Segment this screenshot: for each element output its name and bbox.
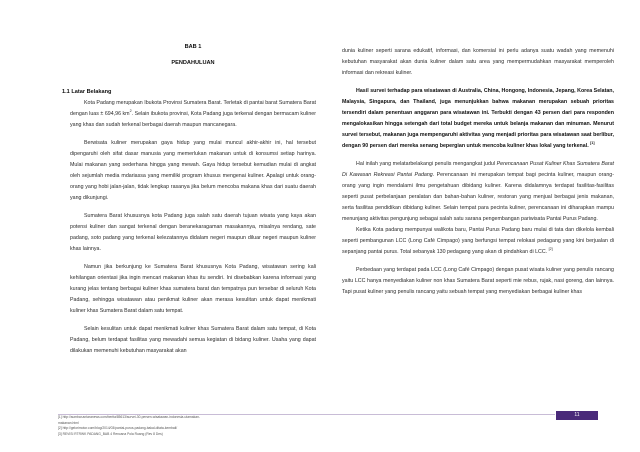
paragraph-text: Kota Padang merupakan Ibukota Provinsi Sumatera Barat. Terletak di pantai barat Sumatera Barat dengan luas ± 694,96 km xyxy=(70,100,316,117)
superscript: 2 xyxy=(129,109,132,114)
page-number: 11 xyxy=(556,411,598,420)
paragraph-text: . Selain ibukota provinsi, Kota Padang juga terkenal dengan bermacam kuliner yang khas dan sudah terkenal berbagai daerah maupun mancanegara. xyxy=(70,111,316,128)
chapter-number: BAB 1 xyxy=(184,44,202,50)
project-title: Perencanaan Pusat Kuliner Khas Sumatera Barat Di Kawasan Rekreasi Pantai Padang. xyxy=(342,161,614,178)
section-heading: 1.1 Latar Belakang xyxy=(62,89,112,95)
right-column xyxy=(342,46,614,305)
paragraph-text: Ketika Kota padang mempunyai walikota baru, Pantai Purus Padang baru mulai di tata dan dikelola kembali seperti pembangunan LCC (Long Café Cimpago) yang berfungsi tempat relokasi pedagang yang kini berjualan di sepanjang pantai purus. Total sebanyak 130 pedagang yang akan di pindahkan di LCC. xyxy=(342,227,614,255)
paragraph: Namun jika berkunjung ke Sumatera Barat khususnya Kota Padang, wisatawan sering kali kehilangan orientasi jika ingin mencari makanan khas itu sendiri. Ini disebabkan karena informasi yang kurang jelas tentang berbagai kuliner khas sumatera barat dan tempatnya pun tersebar di seluruh Kota Padang, sehingga wisatawan atau penikmat kuliner akan merasa kesulitan untuk dapat menikmati kuliner khas Sumatera Barat dalam satu tempat. xyxy=(70,264,316,314)
footnote: [3] REVISI RTRWK PADANG_BAB 4 Rencana Pola Ruang (Rev 8 Des) xyxy=(58,431,163,436)
paragraph xyxy=(342,159,614,225)
footnote-ref[interactable]: [2] xyxy=(548,247,553,252)
paragraph xyxy=(342,225,614,258)
footnote[interactable]: [1] http://sumbar.antaranews.com/berita/85613/survei-30-persen-wisatawan-indonesia-utamakan- xyxy=(58,415,201,419)
paragraph-survey xyxy=(342,86,614,152)
paragraph: Selain kesulitan untuk dapat menikmati kuliner khas Sumatera Barat dalam satu tempat, di Kota Padang, belum terdapat fasilitas yang mewadahi semua kegiatan di bidang kuliner. Usaha yang dapat dilakukan memenuhi kebutuhan masyarakat akan xyxy=(70,326,316,354)
footnotes xyxy=(58,415,308,437)
paragraph xyxy=(70,98,316,131)
paragraph: Perbedaan yang terdapat pada LCC (Long Café Cimpago) dengan pusat wisata kuliner yang penulis rancang yaitu LCC hanya menyediakan kuliner non khas Sumatera Barat seperti mie rebus, rujak, nasi goreng, dan lainnya. Tapi pusat kuliner yang penulis rancang yaitu sebuah tempat yang menyediakan berbagai kuliner khas xyxy=(342,267,614,295)
footnote-ref[interactable]: [1] xyxy=(590,141,595,146)
left-column xyxy=(62,40,316,364)
footnote[interactable]: [2] http://gelorimotor.com/blog/2014/03/pantai-purus-padang-bakal-ditata-kembali/ xyxy=(58,426,178,431)
paragraph: dunia kuliner seperti sarana edukatif, informasi, dan komersial ini perlu adanya suatu wadah yang memenuhi kebutuhan masyarakat akan dunia kuliner dalam satu area yang mempermudahkan masyarakat memperoleh informasi dan rekreasi kuliner. xyxy=(342,48,614,76)
paragraph-text: Perencanaan ini merupakan tempat bagi pecinta kuliner, maupun orang-orang yang ingin mendalami ilmu pengetahuan dibidang kuliner. Karena didalamnya terdapat fasilitas-fasilitas seperti pusat perbelanjaan peralatan dan bahan-bahan kuliner, restoran yang menjual berbagai jenis makanan, serta fasilitas pendidikan dibidang kuliner. Selain tempat para pecinta kuliner, perencanaan ini diharapkan mampu menunjang aktivitas pengunjung sebagai salah satu sarana pengembangan pariwisata Pantai Purus Padang. xyxy=(342,172,614,222)
footnote: makanan.html xyxy=(58,420,79,425)
paragraph: Sumatera Barat khususnya kota Padang juga salah satu daerah tujuan wisata yang kaya akan potensi kuliner dan sangat terkenal dengan beranekaragaman masakannya, misalnya rendang, sate padang, soto padang yang terkenal kelezatannya didalam negeri maupun diluar negeri maupun kuliner khas lainnya. xyxy=(70,213,316,252)
chapter-title: PENDAHULUAN xyxy=(171,60,215,66)
paragraph: Berwisata kuliner merupakan gaya hidup yang mulai muncul akhir-akhir ini, hal tersebut dipengaruhi oleh sifat dasar manusia yang memerlukan makanan untuk di konsumsi setiap harinya. Mulai makanan yang sederhana hingga yang mewah. Gaya hidup tersebut kemudian mulai di angkat oleh sejumlah media mdariassa yang memiliki program khusus mengenai kuliner. Apalagi untuk orang-orang yang hobi jalan-jalan, tidak lengkap rasanya jika belum mencoba makana khas dari suatu daerah yang dikunjungi. xyxy=(70,140,316,201)
paragraph-text: Hasil survei terhadap para wisatawan di Australia, China, Hongong, Indonesia, Jepang, Korea Selatan, Malaysia, Singapura, dan Thailand, juga menunjukkan bahwa makanan merupakan sebuah prioritas tersendiri dalam penentuan anggaran para wisatawan ini. Terbukti dengan 43 persen dari para responden mengalokasikan hingga setengah dari total budget mereka untuk belanja makanan dan minuman. Menurut survei tersebut, makanan juga mempengaruhi aktivitas yang menjadi prioritas para wisatawan saat berlibur, dengan 90 persen dari mereka senang bepergian untuk mencoba kuliner khas lokal yang terkenal. xyxy=(342,88,614,149)
paragraph-text: Hal inilah yang melatarbelakangi penulis mengangkat judul xyxy=(356,161,497,167)
